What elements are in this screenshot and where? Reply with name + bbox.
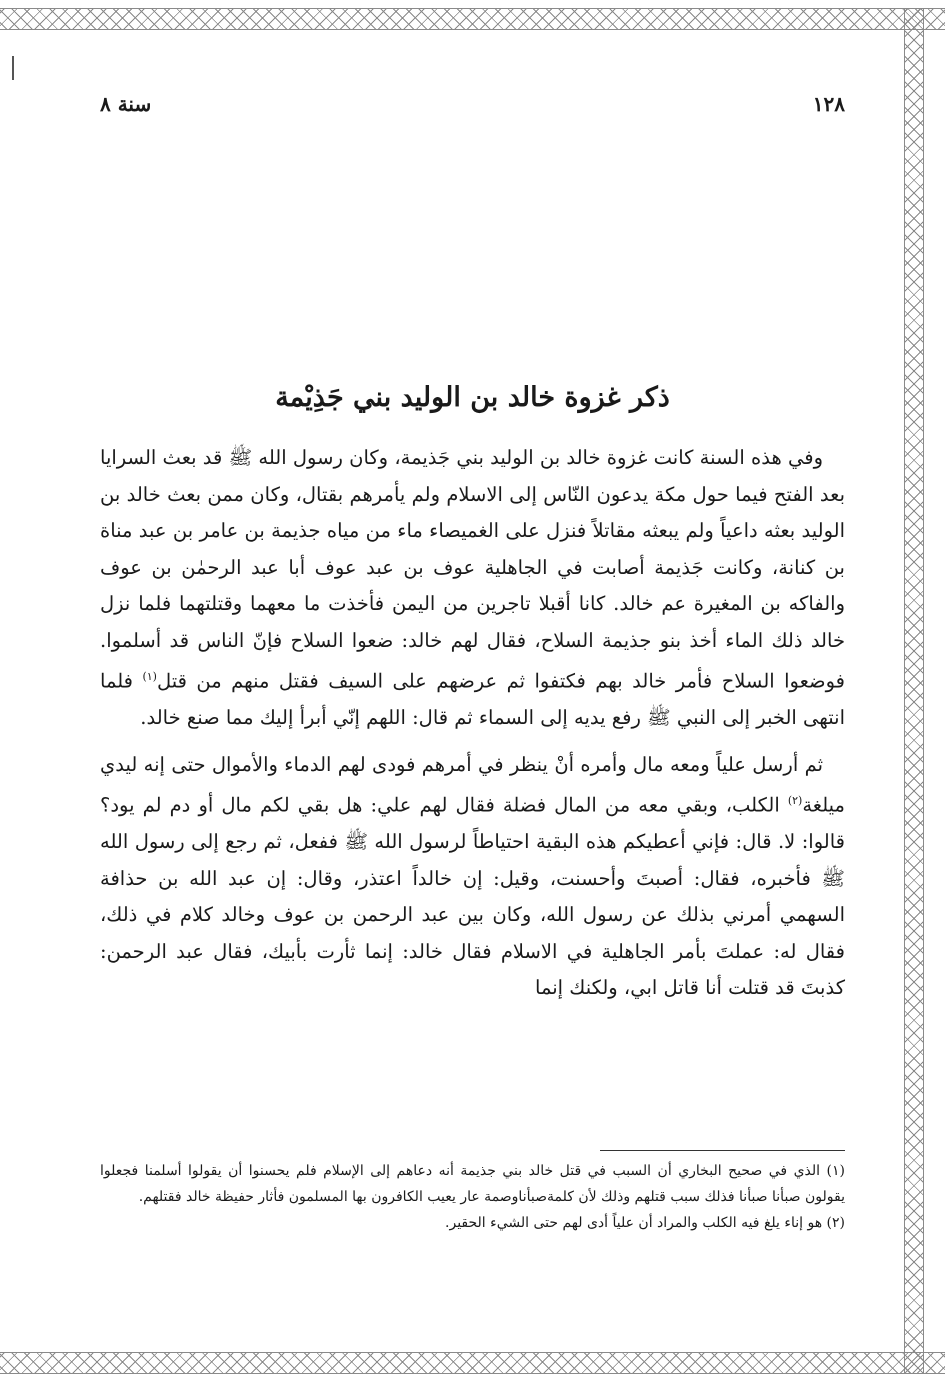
- footnote-1: (١) الذي في صحيح البخاري أن السبب في قتل خالد بني جذيمة أنه دعاهم إلى الإسلام فلم يحسنوا أن يقولوا أسلمنا فجعلوا يقولون صبأنا صبأنا فذلك سبب قتلهم وذلك لأن كلمةصبأناوصمة عار يعيب الكافرون بها المسلمون فأثار حفيظة خالد فقتلهم.: [100, 1163, 845, 1205]
- margin-mark: [12, 56, 14, 80]
- footnote-2: (٢) هو إناء يلغ فيه الكلب والمراد أن علياً أدى لهم حتى الشيء الحقير.: [445, 1215, 845, 1231]
- paragraph-1: [100, 440, 845, 737]
- paragraph-1-text-b: فلما انتهى الخبر إلى النبي ﷺ رفع يديه إلى السماء ثم قال: اللهم إنّي أبرأ إليك مما صنع خالد.: [100, 669, 845, 729]
- paragraph-2-text-b: الكلب، وبقي معه من المال فضلة فقال لهم علي: هل بقي لكم مال أو دم لم يود؟ قالوا: لا. قال: فإني أعطيكم هذه البقية احتياطاً لرسول الله ﷺ ففعل، ثم رجع إلى رسول الله ﷺ فأخبره، فقال: أصبتَ وأحسنت، وقيل: إن خالداً اعتذر، وقال: إن عبد الله بن حذافة السهمي أمرني بذلك عن رسول الله، وكان بين عبد الرحمن بن عوف وخالد كلام في ذلك، فقال له: عملتَ بأمر الجاهلية في الاسلام فقال خالد: إنما ثأرت بأبيك، فقال عبد الرحمن: كذبتَ قد قتلت أنا قاتل ابي، ولكنك إنما: [100, 793, 845, 999]
- page-number: ١٢٨: [812, 92, 845, 116]
- footnotes: [100, 1158, 845, 1236]
- section-heading: ذكر غزوة خالد بن الوليد بني جَذِيْمة: [275, 382, 670, 413]
- book-page: [100, 0, 845, 1340]
- paragraph-1-text-a: وفي هذه السنة كانت غزوة خالد بن الوليد بني جَذيمة، وكان رسول الله ﷺ قد بعث السرايا بعد الفتح فيما حول مكة يدعون النّاس إلى الاسلام ولم يأمرهم بقتال، وكان ممن بعث خالد بن الوليد بعثه داعياً ولم يبعثه مقاتلاً فنزل على الغميصاء ماء من مياه جذيمة بن عامر بن عبد مناة بن كنانة، وكانت جَذيمة أصابت في الجاهلية عوف بن عبد عوف أبا عبد الرحمٰن بن عوف والفاكه بن المغيرة عم خالد. كانا أقبلا تاجرين من اليمن فأخذت ما معهما وقتلتهما فلما نزل خالد ذلك الماء أخذ بنو جذيمة السلاح، فقال لهم خالد: ضعوا السلاح فإنّ الناس قد أسلموا. فوضعوا السلاح فأمر خالد بهم فكتفوا ثم عرضهم على السيف فقتل منهم من قتل: [100, 446, 845, 693]
- footnote-separator: [600, 1150, 845, 1151]
- paragraph-2-text-a: ثم أرسل علياً ومعه مال وأمره أنْ ينظر في أمرهم فودى لهم الدماء والأموال حتى إنه ليدي ميلغة: [100, 752, 845, 817]
- paragraph-2: [100, 747, 845, 1007]
- footnote-ref-1: (١): [142, 670, 157, 683]
- decorative-border-right: [904, 8, 924, 1374]
- main-text: [100, 440, 845, 1007]
- decorative-border-bottom: [0, 1352, 945, 1374]
- footnote-ref-2: (٢): [787, 794, 803, 807]
- running-header: [100, 92, 845, 122]
- running-title-year: سنة ٨: [100, 92, 152, 116]
